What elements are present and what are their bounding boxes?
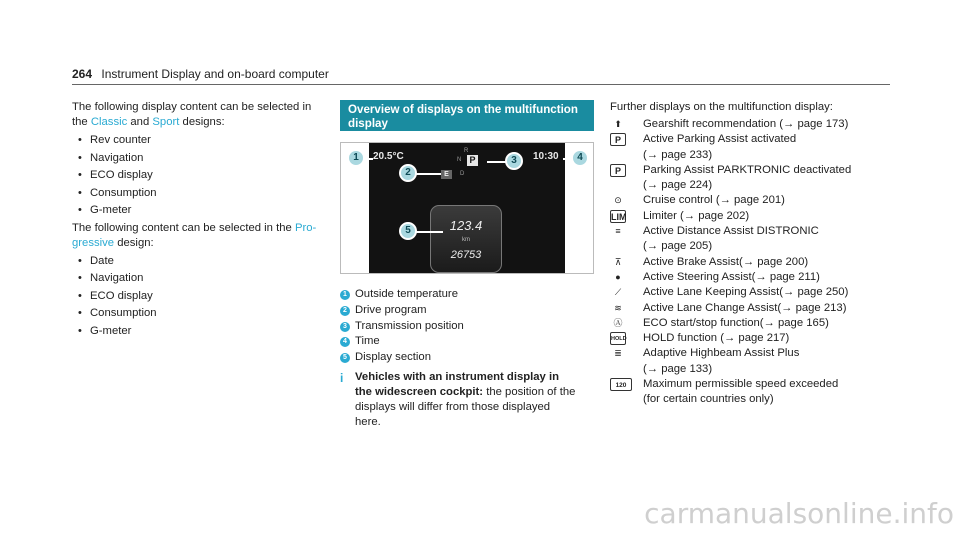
legend-number: 1 — [340, 290, 350, 300]
distance-assist-icon: ≡ — [615, 226, 621, 237]
legend-item — [340, 319, 594, 335]
lane-keeping-icon: ⟋ — [614, 287, 622, 298]
legend-item — [340, 287, 594, 303]
gear-d: D — [460, 171, 465, 177]
gear-r: R — [464, 148, 469, 154]
list-item: • G-meter — [72, 323, 322, 341]
time-value: 10:30 — [533, 151, 559, 162]
legend-number: 5 — [340, 353, 350, 363]
intro-text: The following display content can be selected in the — [72, 101, 312, 128]
info-icon: i — [340, 371, 344, 385]
row-text: Gearshift recommendation (→ page 173) — [643, 118, 849, 130]
classic-sport-list — [72, 132, 322, 220]
display-row-parktronic — [610, 163, 900, 194]
drive-program-indicator: E — [441, 170, 452, 179]
row-text-2: (for certain countries only) — [643, 393, 774, 406]
legend-item — [340, 303, 594, 319]
callout-line-3 — [487, 161, 507, 163]
legend-label: Time — [355, 335, 380, 348]
sport-link[interactable]: Sport — [152, 116, 180, 128]
list-item: • Navigation — [72, 270, 322, 288]
note-text-3: here. — [355, 416, 381, 428]
banner-line-2: display — [348, 117, 388, 130]
left-column — [72, 100, 322, 340]
progressive-link-part1[interactable]: Pro- — [294, 221, 317, 234]
further-displays-intro: Further displays on the multifunction display: — [610, 101, 833, 113]
callout-1: 1 — [347, 149, 365, 167]
row-text: Maximum permissible speed exceeded — [643, 378, 839, 391]
display-row-highbeam — [610, 346, 900, 377]
hold-icon: HOLD — [610, 332, 626, 345]
display-row-brake-assist — [610, 255, 900, 270]
callout-2: 2 — [399, 164, 417, 182]
legend-label: Transmission position — [355, 319, 464, 332]
page-number: 264 — [72, 67, 93, 81]
row-text-2: (→ page 133) — [643, 362, 713, 375]
list-item: • Rev counter — [72, 132, 322, 150]
classic-link[interactable]: Classic — [90, 116, 128, 128]
callout-line-2 — [415, 173, 441, 175]
note-heading-2: the widescreen cockpit: — [355, 386, 484, 398]
note-text-2: displays will differ from those displayed — [355, 401, 551, 413]
trip-unit: km — [462, 237, 470, 243]
row-text: HOLD function (→ page 217) — [643, 332, 790, 345]
legend-item — [340, 334, 594, 350]
callout-line-1 — [365, 158, 373, 160]
display-row-lane-change — [610, 301, 900, 316]
multifunction-display — [369, 143, 565, 273]
display-row-limiter — [610, 209, 900, 224]
legend-item — [340, 350, 594, 366]
callout-line-5 — [415, 231, 443, 233]
display-row-hold — [610, 331, 900, 346]
lane-change-icon: ≋ — [614, 302, 622, 313]
callout-line-4 — [563, 158, 571, 160]
progressive-list — [72, 253, 322, 341]
row-text: Active Distance Assist DISTRONIC — [643, 225, 819, 238]
list-item: • ECO display — [72, 288, 322, 306]
eco-start-stop-icon: Ⓐ — [613, 317, 623, 328]
brake-assist-icon: ⊼ — [614, 256, 622, 267]
display-section-panel — [430, 205, 502, 273]
progressive-intro — [72, 221, 322, 251]
list-item: • ECO display — [72, 167, 322, 185]
row-text-2: (→ page 233) — [643, 148, 713, 161]
trip-value: 123.4 — [449, 218, 483, 233]
gear-p-selected: P — [467, 155, 478, 166]
page-header — [72, 67, 329, 81]
row-text: Active Lane Change Assist(→ page 213) — [643, 301, 847, 314]
info-note — [340, 370, 594, 430]
header-rule — [72, 84, 890, 85]
page-header-title: Instrument Display and on-board computer — [101, 67, 329, 81]
section-banner — [340, 100, 594, 131]
right-column — [610, 100, 900, 408]
steering-wheel-icon: ● — [615, 271, 621, 282]
speed-limit-icon: 120 — [610, 378, 632, 391]
callout-4: 4 — [571, 149, 589, 167]
display-row-distronic — [610, 224, 900, 255]
parking-assist-icon: P — [610, 133, 626, 146]
note-heading-1: Vehicles with an instrument display in — [355, 371, 560, 383]
list-item: • Date — [72, 253, 322, 271]
limiter-icon: LIM — [611, 211, 627, 222]
row-text: Limiter (→ page 202) — [643, 209, 750, 222]
list-item: • Navigation — [72, 150, 322, 168]
row-text: Adaptive Highbeam Assist Plus — [643, 347, 800, 360]
cruise-control-icon: ⊙ — [614, 195, 622, 206]
display-row-eco-start-stop — [610, 316, 900, 331]
row-text-2: (→ page 205) — [643, 240, 713, 253]
legend-number: 2 — [340, 306, 350, 316]
display-row-lane-keeping — [610, 285, 900, 300]
row-text: Active Steering Assist(→ page 211) — [643, 270, 820, 283]
display-row-cruise-control — [610, 193, 900, 208]
intro-post: designs: — [179, 116, 225, 128]
row-text: Cruise control (→ page 201) — [643, 194, 785, 207]
row-text-2: (→ page 224) — [643, 179, 713, 192]
display-row-gearshift — [610, 117, 900, 132]
legend-number: 4 — [340, 337, 350, 347]
intro-and: and — [127, 116, 153, 128]
display-illustration — [340, 142, 594, 274]
gear-n: N — [457, 157, 462, 163]
intro2-text: The following content can be selected in the — [72, 221, 295, 234]
row-text: Parking Assist PARKTRONIC deactivated — [643, 163, 852, 176]
callout-3: 3 — [505, 152, 523, 170]
row-text: Active Brake Assist(→ page 200) — [643, 255, 809, 268]
legend — [340, 287, 594, 366]
legend-label: Display section — [355, 351, 431, 364]
watermark: carmanualsonline.info — [644, 497, 954, 530]
odometer-value: 26753 — [450, 249, 482, 261]
legend-number: 3 — [340, 322, 350, 332]
display-row-parking-assist — [610, 132, 900, 163]
row-text: Active Lane Keeping Assist(→ page 250) — [643, 286, 849, 299]
designs-intro — [72, 100, 322, 130]
note-text-1: the position of the — [483, 386, 576, 398]
display-row-steering-assist — [610, 270, 900, 285]
list-item: • Consumption — [72, 185, 322, 203]
middle-column — [340, 100, 594, 428]
banner-line-1: Overview of displays on the multifunction — [348, 103, 578, 116]
list-item: • G-meter — [72, 202, 322, 220]
callout-5: 5 — [399, 222, 417, 240]
parktronic-off-icon: P — [610, 164, 626, 177]
outside-temperature-value: 20.5°C — [373, 151, 404, 162]
legend-label: Drive program — [355, 303, 427, 316]
intro2-post: design: — [114, 236, 154, 249]
gearshift-arrow-icon: ⬆ — [614, 119, 622, 129]
display-row-max-speed — [610, 377, 900, 408]
row-text: ECO start/stop function(→ page 165) — [643, 316, 829, 329]
progressive-link-part2[interactable]: gressive — [72, 236, 115, 249]
highbeam-icon: ≣ — [614, 348, 622, 359]
legend-label: Outside temperature — [355, 288, 458, 300]
list-item: • Consumption — [72, 305, 322, 323]
row-text: Active Parking Assist activated — [643, 133, 797, 146]
